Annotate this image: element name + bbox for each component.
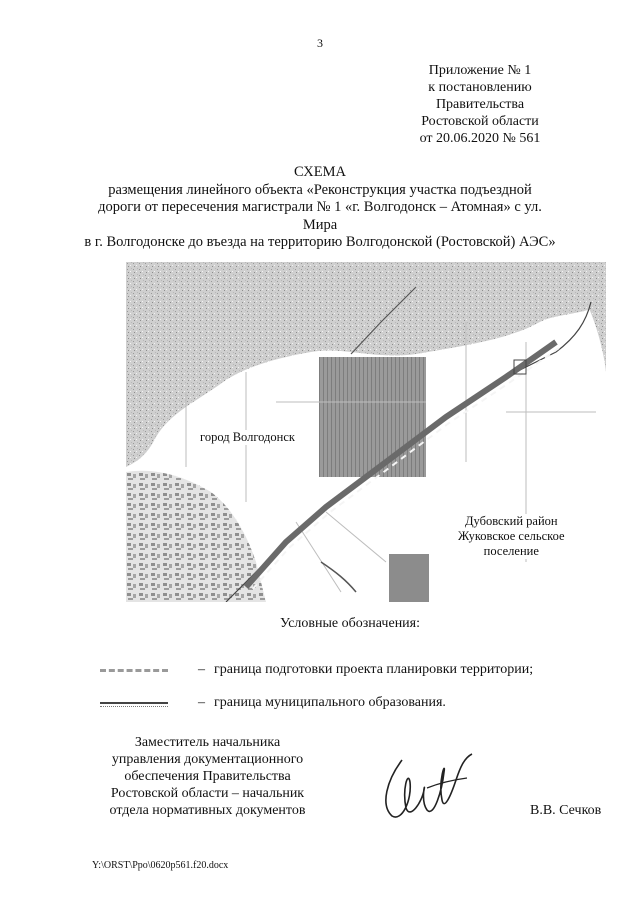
city-label: город Волгодонск bbox=[200, 430, 295, 444]
appendix-block bbox=[380, 62, 580, 147]
small-field bbox=[389, 554, 429, 602]
legend-dash: – bbox=[198, 695, 205, 710]
appendix-line: к постановлению bbox=[428, 80, 532, 95]
signatory-name: В.В. Сечков bbox=[530, 803, 602, 818]
legend-item-planning-boundary bbox=[100, 662, 533, 678]
district-label-line: Жуковское сельское bbox=[458, 529, 565, 543]
district-label-line: поселение bbox=[483, 544, 539, 558]
appendix-line: Правительства bbox=[435, 97, 525, 112]
position-line: управления документационного bbox=[111, 752, 304, 767]
handwritten-signature bbox=[372, 750, 482, 826]
solid-line-symbol bbox=[100, 698, 168, 708]
page-number: 3 bbox=[317, 36, 323, 50]
file-path: Y:\ORST\Ppo\0620p561.f20.docx bbox=[92, 860, 229, 871]
position-line: обеспечения Правительства bbox=[124, 769, 291, 784]
appendix-line: Ростовской области bbox=[421, 114, 539, 129]
legend-text: граница муниципального образования. bbox=[214, 695, 446, 710]
document-title bbox=[80, 164, 560, 252]
signatory-position bbox=[95, 734, 320, 819]
legend-item-municipal-boundary bbox=[100, 695, 446, 711]
legend-text: граница подготовки проекта планировки территории; bbox=[214, 662, 534, 677]
title-line: в г. Волгодонске до въезда на территорию Волгодонской (Ростовской) АЭС» bbox=[84, 234, 556, 250]
district-label-line: Дубовский район bbox=[464, 514, 558, 528]
position-line: отдела нормативных документов bbox=[109, 803, 306, 818]
legend-dash: – bbox=[198, 662, 205, 677]
position-line: Заместитель начальника bbox=[134, 735, 281, 750]
title-line: дороги от пересечения магистрали № 1 «г. Волгодонск – Атомная» с ул. Мира bbox=[98, 199, 542, 233]
title-line: размещения линейного объекта «Реконструкция участка подъездной bbox=[108, 181, 532, 198]
dashed-line-symbol bbox=[100, 665, 168, 675]
district-label bbox=[456, 514, 567, 559]
appendix-line: от 20.06.2020 № 561 bbox=[419, 131, 541, 146]
scheme-map bbox=[126, 262, 606, 602]
appendix-line: Приложение № 1 bbox=[428, 63, 532, 78]
title-heading: СХЕМА bbox=[294, 164, 346, 180]
legend-title: Условные обозначения: bbox=[279, 616, 421, 631]
position-line: Ростовской области – начальник bbox=[110, 786, 305, 801]
construction-field bbox=[319, 357, 426, 477]
